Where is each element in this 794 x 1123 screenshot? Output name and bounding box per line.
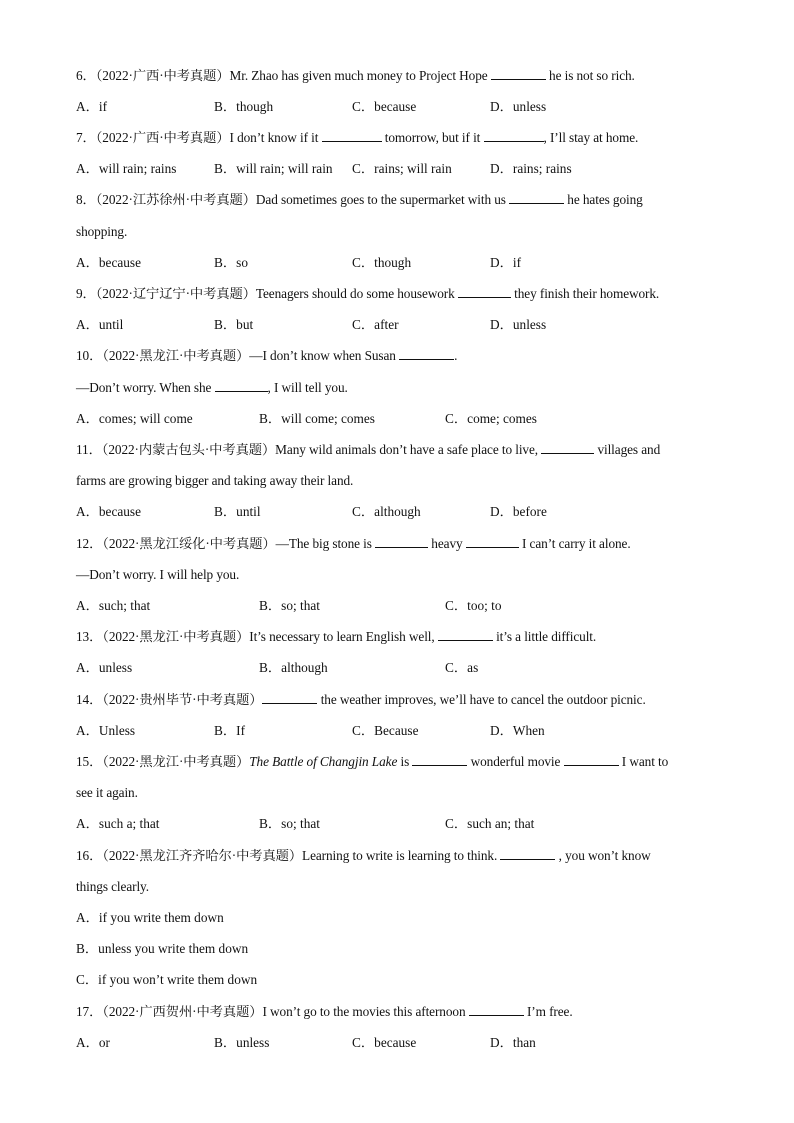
answer-blank <box>541 441 594 454</box>
question-10-stem: 10．（2022·黑龙江·中考真题）—I don’t know when Susan . <box>76 348 458 363</box>
answer-blank <box>466 535 519 548</box>
question-14-stem: 14．（2022·贵州毕节·中考真题） the weather improves, we’ll have to cancel the outdoor picnic. <box>76 692 646 707</box>
question-10-option-a[interactable]: A．comes; will come <box>76 411 193 426</box>
question-17-stem: 17．（2022·广西贺州·中考真题）I won’t go to the movies this afternoon I’m free. <box>76 1004 573 1019</box>
question-7-option-a[interactable]: A．will rain; rains <box>76 161 177 176</box>
question-10-option-b[interactable]: B．will come; comes <box>259 411 375 426</box>
question-16-stem: 16．（2022·黑龙江齐齐哈尔·中考真题）Learning to write is learning to think. , you won’t know <box>76 848 651 863</box>
answer-blank <box>399 347 454 360</box>
question-9-option-b[interactable]: B．but <box>214 317 254 332</box>
question-11-stem-cont: farms are growing bigger and taking away their land. <box>76 473 354 488</box>
question-6-stem: 6．（2022·广西·中考真题）Mr. Zhao has given much money to Project Hope he is not so rich. <box>76 68 635 83</box>
question-14-option-c[interactable]: C．Because <box>352 723 419 738</box>
question-9-option-c[interactable]: C．after <box>352 317 399 332</box>
answer-blank <box>484 129 544 142</box>
question-13-option-a[interactable]: A．unless <box>76 660 133 675</box>
question-6-option-a[interactable]: A．if <box>76 99 108 114</box>
question-9-option-a[interactable]: A．until <box>76 317 124 332</box>
question-8-option-c[interactable]: C．though <box>352 255 412 270</box>
question-7-stem: 7．（2022·广西·中考真题）I don’t know if it tomorrow, but if it , I’ll stay at home. <box>76 130 639 145</box>
question-12-option-b[interactable]: B．so; that <box>259 598 320 613</box>
question-15-option-c[interactable]: C．such an; that <box>445 816 535 831</box>
answer-blank <box>412 753 467 766</box>
question-9-stem: 9．（2022·辽宁辽宁·中考真题）Teenagers should do some housework they finish their homework. <box>76 286 660 301</box>
movie-title: The Battle of Changjin Lake <box>249 754 398 769</box>
question-11-option-b[interactable]: B．until <box>214 504 261 519</box>
question-15-stem: 15．（2022·黑龙江·中考真题）The Battle of Changjin Lake is wonderful movie I want to <box>76 754 669 769</box>
question-11-stem: 11．（2022·内蒙古包头·中考真题）Many wild animals don’t have a safe place to live, villages and <box>76 442 661 457</box>
answer-blank <box>375 535 428 548</box>
answer-blank <box>215 379 268 392</box>
question-12-option-c[interactable]: C．too; to <box>445 598 502 613</box>
answer-blank <box>458 285 511 298</box>
question-14-option-b[interactable]: B．If <box>214 723 246 738</box>
question-8-option-a[interactable]: A．because <box>76 255 141 270</box>
question-11-option-a[interactable]: A．because <box>76 504 141 519</box>
question-12-stem-cont: —Don’t worry. I will help you. <box>76 567 240 582</box>
question-13-option-c[interactable]: C．as <box>445 660 479 675</box>
question-7-option-b[interactable]: B．will rain; will rain <box>214 161 333 176</box>
question-11-option-d[interactable]: D．before <box>490 504 547 519</box>
question-7-option-c[interactable]: C．rains; will rain <box>352 161 452 176</box>
answer-blank <box>438 628 493 641</box>
question-15-option-b[interactable]: B．so; that <box>259 816 320 831</box>
answer-blank <box>469 1003 524 1016</box>
question-10-stem-cont: —Don’t worry. When she , I will tell you. <box>76 380 348 395</box>
question-8-stem-cont: shopping. <box>76 224 128 239</box>
question-13-option-b[interactable]: B．although <box>259 660 328 675</box>
question-16-option-c[interactable]: C．if you won’t write them down <box>76 972 258 987</box>
question-12-stem: 12．（2022·黑龙江绥化·中考真题）—The big stone is heavy I can’t carry it alone. <box>76 536 631 551</box>
question-8-option-b[interactable]: B．so <box>214 255 248 270</box>
question-12-option-a[interactable]: A．such; that <box>76 598 151 613</box>
answer-blank <box>509 191 564 204</box>
answer-blank <box>491 67 546 80</box>
question-16-option-a[interactable]: A．if you write them down <box>76 910 224 925</box>
question-8-stem: 8．（2022·江苏徐州·中考真题）Dad sometimes goes to the supermarket with us he hates going <box>76 192 643 207</box>
question-9-option-d[interactable]: D．unless <box>490 317 547 332</box>
question-6-option-c[interactable]: C．because <box>352 99 417 114</box>
question-15-option-a[interactable]: A．such a; that <box>76 816 160 831</box>
answer-blank <box>262 691 317 704</box>
question-11-option-c[interactable]: C．although <box>352 504 421 519</box>
question-16-option-b[interactable]: B．unless you write them down <box>76 941 249 956</box>
question-7-option-d[interactable]: D．rains; rains <box>490 161 572 176</box>
answer-blank <box>564 753 619 766</box>
question-14-option-d[interactable]: D．When <box>490 723 545 738</box>
question-6-option-d[interactable]: D．unless <box>490 99 547 114</box>
question-8-option-d[interactable]: D．if <box>490 255 522 270</box>
question-17-option-d[interactable]: D．than <box>490 1035 536 1050</box>
question-13-stem: 13．（2022·黑龙江·中考真题）It’s necessary to learn English well, it’s a little difficult. <box>76 629 597 644</box>
question-15-stem-cont: see it again. <box>76 785 138 800</box>
question-16-stem-cont: things clearly. <box>76 879 149 894</box>
answer-blank <box>322 129 382 142</box>
question-17-option-a[interactable]: A．or <box>76 1035 110 1050</box>
question-17-option-b[interactable]: B．unless <box>214 1035 270 1050</box>
question-17-option-c[interactable]: C．because <box>352 1035 417 1050</box>
question-14-option-a[interactable]: A．Unless <box>76 723 136 738</box>
question-6-option-b[interactable]: B．though <box>214 99 274 114</box>
answer-blank <box>500 847 555 860</box>
question-10-option-c[interactable]: C．come; comes <box>445 411 537 426</box>
